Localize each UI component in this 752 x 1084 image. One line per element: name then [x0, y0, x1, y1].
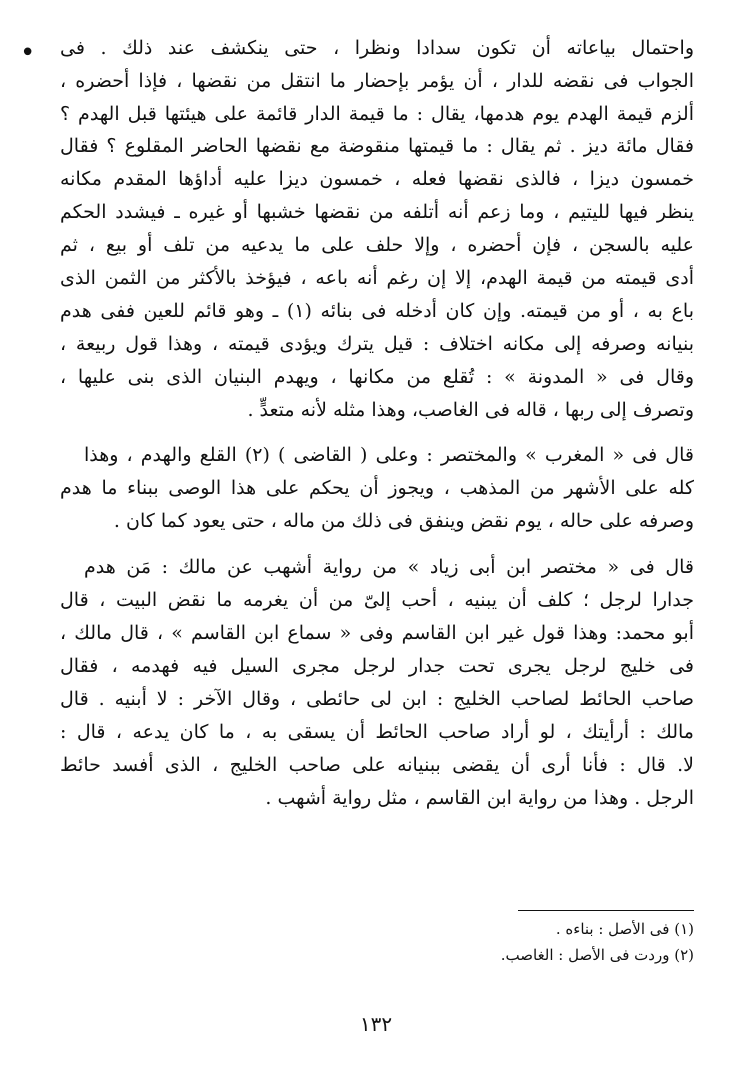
- text-line: صاحب الحائط لصاحب الخليج : ابن لى حائطى ، وقال الآخر : لا أبنيه . قال: [60, 688, 694, 710]
- text-line: بنيانه وصرفه إلى مكانه اختلاف : قيل يترك ويؤدى قيمته ، وهذا قول ربيعة ،: [60, 333, 694, 355]
- text-line: قال فى « المغرب » والمختصر : وعلى ( القاضى ) (٢) القلع والهدم ، وهذا: [84, 444, 694, 466]
- text-line: ألزم قيمة الهدم يوم هدمها، يقال : ما قيمة الدار قائمة على هيئتها قبل الهدم ؟: [60, 103, 694, 125]
- text-line: وتصرف إلى ربها ، قاله فى الغاصب، وهذا مثله لأنه متعدٍّ .: [247, 399, 694, 421]
- text-line: خمسون ديزا ، فالذى نقضها فعله ، خمسون ديزا عليه أداؤها المقدم مكانه: [60, 168, 694, 190]
- text-line: وصرفه على حاله ، يوم نقض وينفق فى ذلك من ماله ، حتى يعود كما كان .: [113, 510, 694, 532]
- footnote: (١) فى الأصل : بناءه .: [555, 920, 694, 938]
- text-line: مالك : أرأيتك ، لو أراد صاحب الحائط أن يسقى به ، ما كان يدعه ، قال :: [60, 721, 694, 743]
- text-line: ينظر فيها لليتيم ، وما زعم أنه أتلفه من نقضها خشبها أو غيره ـ فيشدد الحكم: [60, 201, 694, 223]
- page-number: ١٣٢: [359, 1012, 393, 1036]
- footnote-divider: [518, 910, 694, 911]
- text-line: واحتمال بياعاته أن تكون سدادا ونظرا ، حتى ينكشف عند ذلك . فى: [60, 37, 694, 59]
- text-line: فقال مائة ديز . ثم يقال : ما قيمتها منقوضة مع نقضها الحاضر المقلوع ؟ فقال: [60, 135, 694, 157]
- text-line: كله على الأشهر من المذهب ، ويجوز أن يحكم على هذا الوصى ببناء ما هدم: [60, 477, 694, 499]
- text-line: الجواب فى نقضه للدار ، أن يؤمر بإحضار ما انتقل من نقضها ، فإذا أحضره ،: [60, 70, 694, 92]
- margin-bullet: •: [20, 38, 36, 68]
- text-line: وقال فى « المدونة » : تُقلع من مكانها ، ويهدم البنيان الذى بنى عليها ،: [60, 366, 694, 388]
- text-line: لا. قال : فأنا أرى أن يقضى ببنيانه على صاحب الخليج ، الذى أفسد حائط: [60, 754, 694, 776]
- footnote: (٢) وردت فى الأصل : الغاصب.: [500, 946, 694, 964]
- text-line: أدى قيمته من قيمة الهدم، إلا إن رغم أنه باعه ، فيؤخذ بالأكثر من الثمن الذى: [60, 267, 694, 289]
- text-line: باع به ، أو من قيمته. وإن كان أدخله فى بنائه (١) ـ وهو قائم للعين ففى هدم: [60, 300, 694, 322]
- text-line: عليه بالسجن ، فإن أحضره ، وإلا حلف على ما يدعيه من تلف أو بيع ، ثم: [60, 234, 694, 256]
- text-line: الرجل . وهذا من رواية ابن القاسم ، مثل رواية أشهب .: [265, 787, 694, 809]
- text-line: جدارا لرجل ؛ كلف أن يبنيه ، أحب إلىّ من أن يغرمه ما نقض البيت ، قال: [60, 589, 694, 611]
- text-line: فى خليج لرجل يجرى تحت جدار لرجل مجرى السيل فيه فهدمه ، فقال: [60, 655, 694, 677]
- text-line: أبو محمد: وهذا قول غير ابن القاسم وفى « سماع ابن القاسم » ، قال مالك ،: [60, 622, 694, 644]
- text-line: قال فى « مختصر ابن أبى زياد » من رواية أشهب عن مالك : مَن هدم: [84, 556, 694, 578]
